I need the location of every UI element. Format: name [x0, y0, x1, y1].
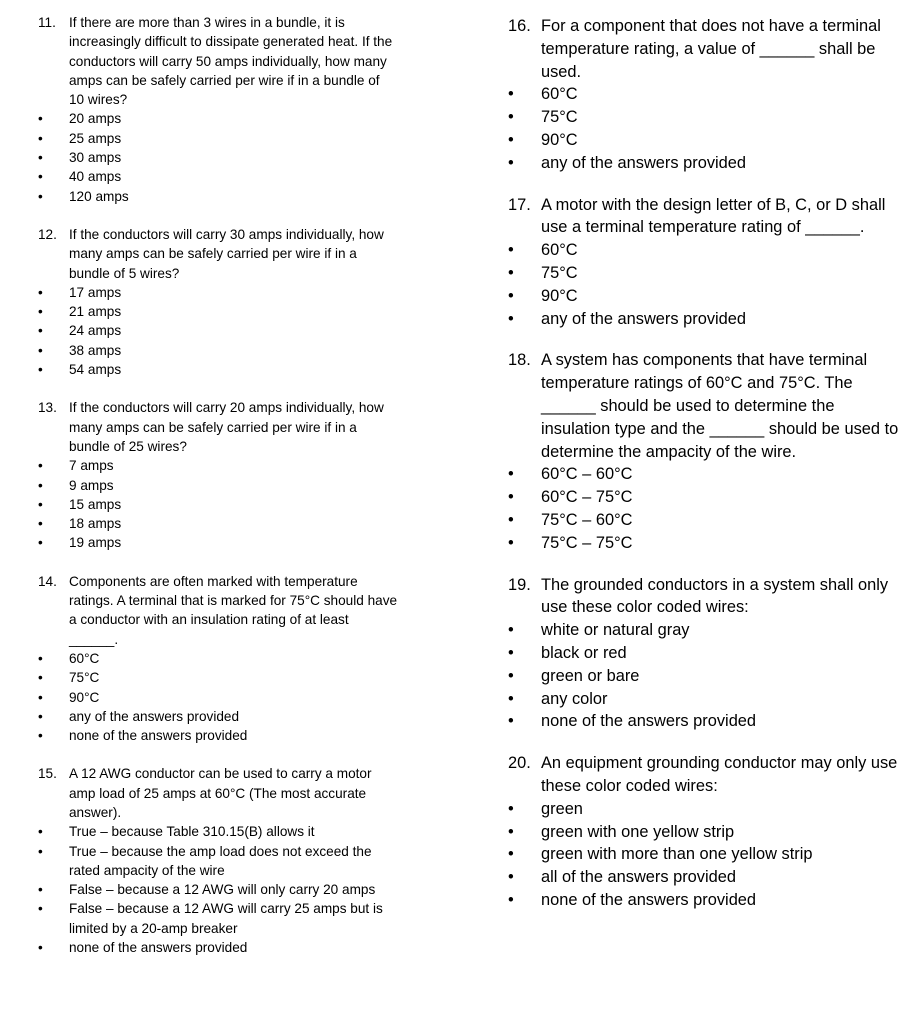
bullet-icon: •	[38, 284, 43, 300]
question-11	[38, 0, 398, 206]
bullet-icon: •	[38, 650, 43, 666]
bullet-icon: •	[508, 153, 514, 172]
option-text: 90°C	[541, 286, 578, 305]
bullet-icon: •	[508, 488, 514, 507]
answer-option	[508, 463, 908, 486]
answer-option	[38, 187, 398, 206]
answer-options	[508, 619, 908, 733]
answer-option	[508, 866, 908, 889]
answer-option	[508, 710, 908, 733]
question-stem	[38, 225, 398, 283]
bullet-icon: •	[38, 535, 43, 551]
option-text: none of the answers provided	[69, 940, 248, 956]
answer-options	[508, 798, 908, 912]
bullet-icon: •	[508, 822, 514, 841]
question-number: 11.	[38, 15, 56, 30]
bullet-icon: •	[38, 304, 43, 320]
answer-option	[508, 262, 908, 285]
bullet-icon: •	[38, 477, 43, 493]
bullet-icon: •	[38, 342, 43, 358]
answer-option	[508, 843, 908, 866]
bullet-icon: •	[38, 670, 43, 686]
option-text: 60°C – 75°C	[541, 488, 633, 507]
bullet-icon: •	[38, 458, 43, 474]
answer-option	[508, 889, 908, 912]
question-20	[508, 752, 908, 912]
option-text: any color	[541, 689, 608, 708]
bullet-icon: •	[38, 901, 43, 917]
question-text: If the conductors will carry 30 amps individually, how many amps can be safely carried per wire if in a bundle of 5 wires?	[69, 226, 384, 281]
question-number: 17.	[508, 195, 531, 214]
bullet-icon: •	[38, 150, 43, 166]
answer-option	[508, 308, 908, 331]
option-text: 75°C	[541, 263, 578, 282]
bullet-icon: •	[38, 516, 43, 532]
answer-option	[38, 109, 398, 128]
option-text: 20 amps	[69, 111, 122, 127]
answer-options	[508, 83, 908, 174]
option-text: green with more than one yellow strip	[541, 845, 813, 864]
answer-option	[38, 688, 398, 707]
option-text: 17 amps	[69, 284, 122, 300]
bullet-icon: •	[508, 845, 514, 864]
option-text: white or natural gray	[541, 621, 690, 640]
answer-option	[38, 283, 398, 302]
bullet-icon: •	[38, 882, 43, 898]
bullet-icon: •	[38, 689, 43, 705]
answer-options	[38, 649, 398, 745]
bullet-icon: •	[508, 712, 514, 731]
question-text: A system has components that have terminal temperature ratings of 60°C and 75°C. The ______ should be used to determine the insulation type and the ______ should be used to determine the ampacity of the wire.	[541, 351, 899, 461]
question-19	[508, 574, 908, 734]
option-text: green with one yellow strip	[541, 822, 735, 841]
answer-option	[38, 726, 398, 745]
answer-options	[38, 109, 398, 205]
answer-option	[508, 642, 908, 665]
option-text: green or bare	[541, 666, 640, 685]
answer-option	[508, 821, 908, 844]
bullet-icon: •	[508, 286, 514, 305]
right-column	[508, 0, 908, 912]
answer-options	[508, 239, 908, 330]
answer-option	[38, 649, 398, 668]
bullet-icon: •	[508, 799, 514, 818]
question-stem	[508, 194, 908, 240]
option-text: False – because a 12 AWG will only carry 20 amps	[69, 882, 376, 898]
answer-options	[508, 463, 908, 554]
answer-option	[508, 486, 908, 509]
bullet-icon: •	[38, 708, 43, 724]
question-number: 16.	[508, 17, 531, 35]
answer-option	[508, 509, 908, 532]
answer-option	[508, 83, 908, 106]
question-text: An equipment grounding conductor may only use these color coded wires:	[541, 754, 898, 795]
option-text: black or red	[541, 643, 627, 662]
answer-option	[508, 239, 908, 262]
bullet-icon: •	[508, 666, 514, 685]
bullet-icon: •	[38, 111, 43, 127]
bullet-icon: •	[508, 108, 514, 127]
option-text: any of the answers provided	[541, 309, 747, 328]
answer-options	[38, 283, 398, 379]
option-text: 19 amps	[69, 535, 122, 551]
answer-option	[508, 106, 908, 129]
answer-option	[38, 668, 398, 687]
bullet-icon: •	[38, 940, 43, 956]
bullet-icon: •	[38, 362, 43, 378]
question-number: 18.	[508, 351, 531, 370]
question-stem	[508, 752, 908, 798]
bullet-icon: •	[508, 643, 514, 662]
question-text: A 12 AWG conductor can be used to carry a motor amp load of 25 amps at 60°C (The most accurate answer).	[69, 766, 372, 820]
question-text: If there are more than 3 wires in a bundle, it is increasingly difficult to dissipate generated heat. If the conductors will carry 50 amps individually, how many amps can be safely carried per wire if in a bundle of 10 wires?	[69, 15, 393, 108]
answer-option	[38, 842, 398, 881]
option-text: 75°C – 60°C	[541, 510, 633, 529]
bullet-icon: •	[38, 728, 43, 744]
answer-option	[508, 152, 908, 175]
bullet-icon: •	[38, 169, 43, 185]
answer-option	[38, 707, 398, 726]
answer-option	[38, 880, 398, 899]
answer-option	[38, 456, 398, 475]
left-column	[38, 0, 398, 957]
option-text: 9 amps	[69, 477, 114, 493]
option-text: 90°C	[541, 130, 578, 149]
answer-option	[38, 514, 398, 533]
option-text: True – because Table 310.15(B) allows it	[69, 824, 315, 840]
option-text: 15 amps	[69, 496, 122, 512]
answer-option	[38, 822, 398, 841]
answer-option	[508, 129, 908, 152]
option-text: green	[541, 799, 583, 818]
option-text: 38 amps	[69, 342, 122, 358]
option-text: False – because a 12 AWG will carry 25 amps but is limited by a 20-amp breaker	[69, 901, 383, 936]
bullet-icon: •	[508, 263, 514, 282]
bullet-icon: •	[508, 533, 514, 552]
bullet-icon: •	[508, 130, 514, 149]
answer-option	[38, 129, 398, 148]
question-15	[38, 764, 398, 957]
option-text: 60°C	[541, 85, 578, 104]
option-text: True – because the amp load does not exceed the rated ampacity of the wire	[69, 843, 372, 878]
option-text: 120 amps	[69, 188, 129, 204]
bullet-icon: •	[38, 824, 43, 840]
option-text: 75°C – 75°C	[541, 533, 633, 552]
option-text: 60°C	[69, 650, 100, 666]
option-text: none of the answers provided	[69, 728, 248, 744]
question-16	[508, 0, 908, 175]
answer-option	[38, 302, 398, 321]
bullet-icon: •	[38, 323, 43, 339]
bullet-icon: •	[508, 868, 514, 887]
option-text: 40 amps	[69, 169, 122, 185]
bullet-icon: •	[38, 130, 43, 146]
bullet-icon: •	[508, 241, 514, 260]
answer-option	[508, 619, 908, 642]
option-text: 75°C	[69, 670, 100, 686]
option-text: 7 amps	[69, 458, 114, 474]
bullet-icon: •	[508, 621, 514, 640]
question-number: 12.	[38, 226, 57, 242]
option-text: none of the answers provided	[541, 890, 757, 909]
option-text: 60°C	[541, 241, 578, 260]
option-text: any of the answers provided	[541, 153, 747, 172]
answer-option	[38, 321, 398, 340]
question-number: 20.	[508, 754, 531, 773]
option-text: 54 amps	[69, 362, 122, 378]
bullet-icon: •	[508, 465, 514, 484]
option-text: 30 amps	[69, 150, 122, 166]
bullet-icon: •	[508, 309, 514, 328]
question-13	[38, 398, 398, 552]
answer-option	[38, 148, 398, 167]
question-stem	[508, 574, 908, 620]
question-stem	[508, 349, 908, 463]
option-text: 18 amps	[69, 516, 122, 532]
question-stem	[38, 398, 398, 456]
question-text: A motor with the design letter of B, C, or D shall use a terminal temperature rating of ______.	[541, 195, 886, 237]
option-text: 25 amps	[69, 130, 122, 146]
answer-option	[38, 476, 398, 495]
answer-option	[508, 688, 908, 711]
question-number: 13.	[38, 400, 57, 416]
answer-option	[508, 285, 908, 308]
option-text: 60°C – 60°C	[541, 465, 633, 484]
answer-option	[38, 938, 398, 957]
question-18	[508, 349, 908, 554]
question-stem	[38, 572, 398, 649]
question-number: 14.	[38, 573, 57, 589]
question-text: Components are often marked with temperature ratings. A terminal that is marked for 75°C should have a conductor with an insulation rating of at least ______.	[69, 573, 398, 647]
answer-option	[508, 532, 908, 555]
bullet-icon: •	[38, 496, 43, 512]
question-number: 19.	[508, 575, 531, 594]
question-stem	[38, 13, 398, 109]
answer-option	[38, 899, 398, 938]
question-14	[38, 572, 398, 746]
option-text: 24 amps	[69, 323, 122, 339]
option-text: all of the answers provided	[541, 868, 736, 887]
option-text: 21 amps	[69, 304, 122, 320]
question-text: If the conductors will carry 20 amps individually, how many amps can be safely carried per wire if in a bundle of 25 wires?	[69, 400, 384, 454]
bullet-icon: •	[508, 510, 514, 529]
question-stem	[38, 764, 398, 822]
bullet-icon: •	[508, 85, 514, 104]
answer-option	[508, 665, 908, 688]
bullet-icon: •	[508, 890, 514, 909]
option-text: none of the answers provided	[541, 712, 757, 731]
bullet-icon: •	[38, 843, 43, 859]
question-17	[508, 194, 908, 331]
option-text: 75°C	[541, 108, 578, 127]
bullet-icon: •	[38, 188, 43, 204]
answer-option	[38, 167, 398, 186]
question-12	[38, 225, 398, 379]
answer-options	[38, 456, 398, 552]
question-text: For a component that does not have a terminal temperature rating, a value of ______ shall be used.	[541, 17, 881, 81]
answer-option	[38, 495, 398, 514]
question-stem	[508, 15, 908, 83]
option-text: any of the answers provided	[69, 708, 240, 724]
answer-option	[38, 533, 398, 552]
answer-options	[38, 822, 398, 957]
answer-option	[38, 360, 398, 379]
option-text: 90°C	[69, 689, 100, 705]
question-number: 15.	[38, 766, 57, 782]
answer-option	[508, 798, 908, 821]
bullet-icon: •	[508, 689, 514, 708]
answer-option	[38, 341, 398, 360]
question-text: The grounded conductors in a system shall only use these color coded wires:	[541, 575, 889, 617]
